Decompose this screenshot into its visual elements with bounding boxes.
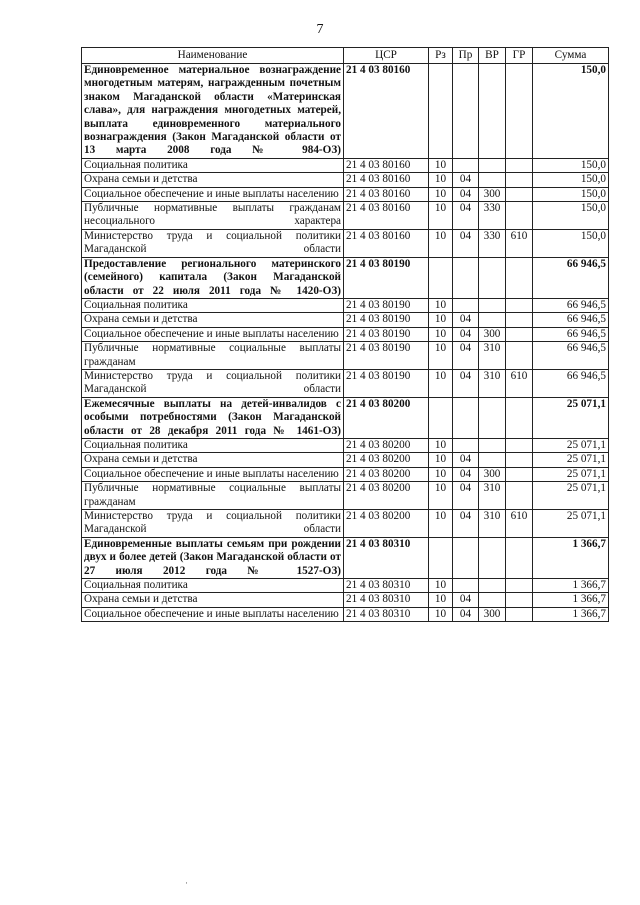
cell-gr — [506, 158, 533, 172]
cell-pr: 04 — [453, 607, 479, 621]
table-row — [82, 369, 609, 397]
cell-vr — [479, 64, 506, 159]
cell-name: Социальное обеспечение и иные выплаты населению — [82, 327, 344, 341]
cell-sum: 25 071,1 — [533, 397, 609, 438]
cell-gr — [506, 64, 533, 159]
cell-name: Публичные нормативные социальные выплаты гражданам — [82, 482, 344, 510]
cell-csr: 21 4 03 80190 — [344, 313, 429, 327]
cell-gr: 610 — [506, 510, 533, 538]
cell-csr: 21 4 03 80160 — [344, 173, 429, 187]
cell-name: Министерство труда и социальной политики Магаданской области — [82, 369, 344, 397]
cell-sum: 25 071,1 — [533, 482, 609, 510]
cell-vr: 300 — [479, 187, 506, 201]
cell-vr — [479, 298, 506, 312]
cell-vr — [479, 313, 506, 327]
cell-vr — [479, 257, 506, 298]
cell-gr — [506, 202, 533, 230]
cell-rz: 10 — [429, 482, 453, 510]
cell-rz: 10 — [429, 173, 453, 187]
cell-vr: 330 — [479, 202, 506, 230]
cell-sum: 1 366,7 — [533, 579, 609, 593]
cell-name: Единовременное материальное вознаграждение многодетным матерям, награжденным почетным знаком Магаданской области «Материнская слава», для награждения многодетных матерей, выплата единовременного материального вознаграждения (Закон Магаданской области от 13 марта 2008 года № 984-ОЗ) — [82, 64, 344, 159]
cell-sum: 66 946,5 — [533, 369, 609, 397]
cell-pr: 04 — [453, 187, 479, 201]
cell-gr — [506, 327, 533, 341]
cell-rz — [429, 537, 453, 578]
cell-gr — [506, 593, 533, 607]
cell-pr — [453, 579, 479, 593]
budget-table — [81, 47, 609, 622]
cell-sum: 25 071,1 — [533, 453, 609, 467]
table-row-program — [82, 397, 609, 438]
column-header-name: Наименование — [82, 48, 344, 64]
cell-vr — [479, 593, 506, 607]
table-row — [82, 327, 609, 341]
cell-name: Социальная политика — [82, 158, 344, 172]
cell-pr: 04 — [453, 202, 479, 230]
cell-rz: 10 — [429, 438, 453, 452]
cell-pr: 04 — [453, 229, 479, 257]
cell-rz — [429, 397, 453, 438]
cell-rz — [429, 257, 453, 298]
cell-pr: 04 — [453, 327, 479, 341]
cell-gr — [506, 482, 533, 510]
cell-csr: 21 4 03 80160 — [344, 229, 429, 257]
cell-pr: 04 — [453, 453, 479, 467]
table-row — [82, 607, 609, 621]
cell-gr — [506, 467, 533, 481]
cell-rz: 10 — [429, 187, 453, 201]
table-row — [82, 173, 609, 187]
table-row — [82, 342, 609, 370]
cell-name: Социальная политика — [82, 579, 344, 593]
cell-vr: 310 — [479, 342, 506, 370]
cell-csr: 21 4 03 80200 — [344, 510, 429, 538]
cell-name: Охрана семьи и детства — [82, 593, 344, 607]
cell-rz: 10 — [429, 327, 453, 341]
cell-sum: 1 366,7 — [533, 607, 609, 621]
footer-mark: · — [185, 878, 188, 888]
cell-rz: 10 — [429, 313, 453, 327]
table-row-program — [82, 537, 609, 578]
cell-gr — [506, 537, 533, 578]
cell-pr — [453, 397, 479, 438]
cell-csr: 21 4 03 80200 — [344, 482, 429, 510]
cell-gr — [506, 342, 533, 370]
cell-vr — [479, 579, 506, 593]
table-row — [82, 579, 609, 593]
cell-gr — [506, 438, 533, 452]
cell-gr: 610 — [506, 369, 533, 397]
cell-name: Публичные нормативные выплаты гражданам несоциального характера — [82, 202, 344, 230]
cell-csr: 21 4 03 80160 — [344, 187, 429, 201]
cell-csr: 21 4 03 80310 — [344, 593, 429, 607]
cell-pr: 04 — [453, 173, 479, 187]
cell-pr: 04 — [453, 593, 479, 607]
cell-gr: 610 — [506, 229, 533, 257]
cell-csr: 21 4 03 80160 — [344, 202, 429, 230]
cell-csr: 21 4 03 80200 — [344, 467, 429, 481]
cell-gr — [506, 257, 533, 298]
cell-csr: 21 4 03 80310 — [344, 607, 429, 621]
cell-sum: 1 366,7 — [533, 593, 609, 607]
cell-csr: 21 4 03 80190 — [344, 298, 429, 312]
cell-csr: 21 4 03 80190 — [344, 369, 429, 397]
cell-gr — [506, 313, 533, 327]
cell-rz: 10 — [429, 593, 453, 607]
cell-pr: 04 — [453, 467, 479, 481]
cell-gr — [506, 187, 533, 201]
cell-vr: 300 — [479, 467, 506, 481]
cell-rz: 10 — [429, 298, 453, 312]
table-row — [82, 313, 609, 327]
cell-rz: 10 — [429, 579, 453, 593]
cell-csr: 21 4 03 80160 — [344, 158, 429, 172]
cell-vr — [479, 397, 506, 438]
table-row — [82, 298, 609, 312]
cell-csr: 21 4 03 80200 — [344, 397, 429, 438]
cell-csr: 21 4 03 80160 — [344, 64, 429, 159]
table-row — [82, 510, 609, 538]
cell-sum: 66 946,5 — [533, 257, 609, 298]
cell-sum: 150,0 — [533, 187, 609, 201]
cell-sum: 66 946,5 — [533, 298, 609, 312]
cell-sum: 66 946,5 — [533, 342, 609, 370]
cell-name: Социальная политика — [82, 438, 344, 452]
cell-sum: 150,0 — [533, 202, 609, 230]
cell-pr — [453, 298, 479, 312]
cell-rz: 10 — [429, 342, 453, 370]
table-row-program — [82, 64, 609, 159]
cell-rz: 10 — [429, 229, 453, 257]
cell-name: Публичные нормативные социальные выплаты гражданам — [82, 342, 344, 370]
cell-name: Охрана семьи и детства — [82, 313, 344, 327]
cell-rz: 10 — [429, 453, 453, 467]
cell-vr: 310 — [479, 369, 506, 397]
cell-vr — [479, 438, 506, 452]
table-row — [82, 229, 609, 257]
cell-name: Социальная политика — [82, 298, 344, 312]
table-row — [82, 187, 609, 201]
column-header-pr: Пр — [453, 48, 479, 64]
cell-csr: 21 4 03 80190 — [344, 257, 429, 298]
cell-name: Предоставление регионального материнского (семейного) капитала (Закон Магаданской области от 22 июля 2011 года № 1420-ОЗ) — [82, 257, 344, 298]
table-row — [82, 453, 609, 467]
column-header-csr: ЦСР — [344, 48, 429, 64]
cell-gr — [506, 453, 533, 467]
cell-name: Министерство труда и социальной политики Магаданской области — [82, 510, 344, 538]
column-header-gr: ГР — [506, 48, 533, 64]
table-row-program — [82, 257, 609, 298]
page-number: 7 — [316, 22, 324, 37]
cell-pr — [453, 438, 479, 452]
cell-vr: 300 — [479, 607, 506, 621]
table-row — [82, 158, 609, 172]
cell-csr: 21 4 03 80200 — [344, 453, 429, 467]
table-header-row — [82, 48, 609, 64]
table-row — [82, 202, 609, 230]
cell-pr — [453, 158, 479, 172]
cell-gr — [506, 173, 533, 187]
cell-csr: 21 4 03 80310 — [344, 579, 429, 593]
table-row — [82, 593, 609, 607]
table-row — [82, 467, 609, 481]
cell-sum: 25 071,1 — [533, 438, 609, 452]
cell-name: Ежемесячные выплаты на детей-инвалидов с особыми потребностями (Закон Магаданской области от 28 декабря 2011 года № 1461-ОЗ) — [82, 397, 344, 438]
cell-pr — [453, 257, 479, 298]
cell-vr — [479, 173, 506, 187]
cell-pr: 04 — [453, 482, 479, 510]
cell-csr: 21 4 03 80200 — [344, 438, 429, 452]
cell-csr: 21 4 03 80190 — [344, 327, 429, 341]
cell-gr — [506, 607, 533, 621]
cell-pr: 04 — [453, 510, 479, 538]
cell-vr — [479, 158, 506, 172]
cell-vr — [479, 537, 506, 578]
cell-rz: 10 — [429, 607, 453, 621]
cell-sum: 25 071,1 — [533, 510, 609, 538]
cell-vr: 310 — [479, 482, 506, 510]
column-header-vr: ВР — [479, 48, 506, 64]
cell-gr — [506, 397, 533, 438]
cell-gr — [506, 579, 533, 593]
cell-csr: 21 4 03 80190 — [344, 342, 429, 370]
cell-pr: 04 — [453, 369, 479, 397]
cell-pr — [453, 64, 479, 159]
cell-name: Единовременные выплаты семьям при рождении двух и более детей (Закон Магаданской области от 27 июля 2012 года № 1527-ОЗ) — [82, 537, 344, 578]
cell-sum: 66 946,5 — [533, 313, 609, 327]
column-header-rz: Рз — [429, 48, 453, 64]
cell-pr: 04 — [453, 313, 479, 327]
cell-rz: 10 — [429, 510, 453, 538]
table-body — [82, 64, 609, 622]
cell-sum: 150,0 — [533, 229, 609, 257]
cell-name: Охрана семьи и детства — [82, 453, 344, 467]
cell-gr — [506, 298, 533, 312]
cell-vr: 300 — [479, 327, 506, 341]
cell-sum: 150,0 — [533, 173, 609, 187]
cell-name: Социальное обеспечение и иные выплаты населению — [82, 607, 344, 621]
table-row — [82, 438, 609, 452]
cell-name: Социальное обеспечение и иные выплаты населению — [82, 187, 344, 201]
cell-sum: 25 071,1 — [533, 467, 609, 481]
cell-vr — [479, 453, 506, 467]
cell-rz: 10 — [429, 158, 453, 172]
cell-rz: 10 — [429, 369, 453, 397]
cell-sum: 150,0 — [533, 64, 609, 159]
cell-sum: 66 946,5 — [533, 327, 609, 341]
cell-name: Охрана семьи и детства — [82, 173, 344, 187]
cell-rz: 10 — [429, 467, 453, 481]
cell-name: Министерство труда и социальной политики Магаданской области — [82, 229, 344, 257]
cell-pr — [453, 537, 479, 578]
table-row — [82, 482, 609, 510]
cell-sum: 150,0 — [533, 158, 609, 172]
cell-csr: 21 4 03 80310 — [344, 537, 429, 578]
cell-rz — [429, 64, 453, 159]
column-header-sum: Сумма — [533, 48, 609, 64]
cell-rz: 10 — [429, 202, 453, 230]
cell-vr: 310 — [479, 510, 506, 538]
cell-pr: 04 — [453, 342, 479, 370]
cell-name: Социальное обеспечение и иные выплаты населению — [82, 467, 344, 481]
cell-vr: 330 — [479, 229, 506, 257]
cell-sum: 1 366,7 — [533, 537, 609, 578]
